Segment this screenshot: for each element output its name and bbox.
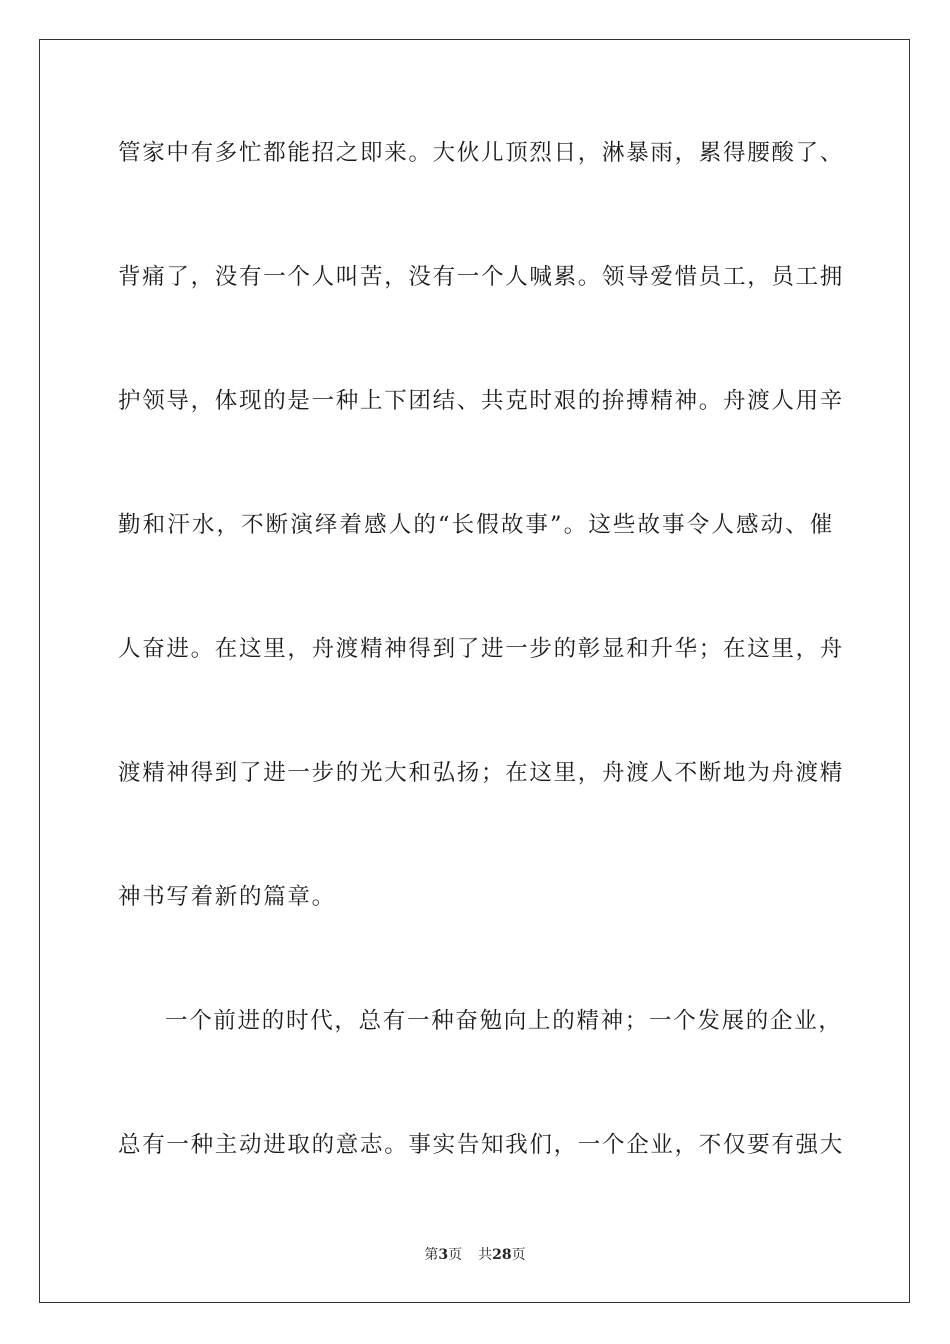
body-line-9: 总有一种主动进取的意志。事实告知我们，一个企业，不仅要有强大 bbox=[118, 1132, 845, 1158]
total-prefix: 共 bbox=[478, 1247, 493, 1263]
body-line-7: 神书写着新的篇章。 bbox=[118, 884, 336, 910]
total-pages: 28 bbox=[492, 1247, 512, 1263]
body-line-4: 勤和汗水，不断演绎着感人的“长假故事”。这些故事令人感动、催 bbox=[118, 512, 834, 538]
page-suffix: 页 bbox=[448, 1247, 463, 1263]
page-prefix: 第 bbox=[424, 1247, 439, 1263]
body-line-6: 渡精神得到了进一步的光大和弘扬；在这里，舟渡人不断地为舟渡精 bbox=[118, 760, 845, 786]
page-border bbox=[39, 39, 910, 1303]
total-suffix: 页 bbox=[511, 1247, 526, 1263]
page-footer bbox=[0, 1246, 950, 1264]
body-line-3: 护领导，体现的是一种上下团结、共克时艰的拚搏精神。舟渡人用辛 bbox=[118, 388, 845, 414]
body-line-8: 一个前进的时代，总有一种奋勉向上的精神；一个发展的企业， bbox=[165, 1008, 843, 1034]
body-line-2: 背痛了，没有一个人叫苦，没有一个人喊累。领导爱惜员工，员工拥 bbox=[118, 264, 845, 290]
body-line-1: 管家中有多忙都能招之即来。大伙儿顶烈日，淋暴雨，累得腰酸了、 bbox=[118, 140, 845, 166]
body-line-5: 人奋进。在这里，舟渡精神得到了进一步的彰显和升华；在这里，舟 bbox=[118, 636, 845, 662]
page-number: 3 bbox=[438, 1247, 449, 1263]
